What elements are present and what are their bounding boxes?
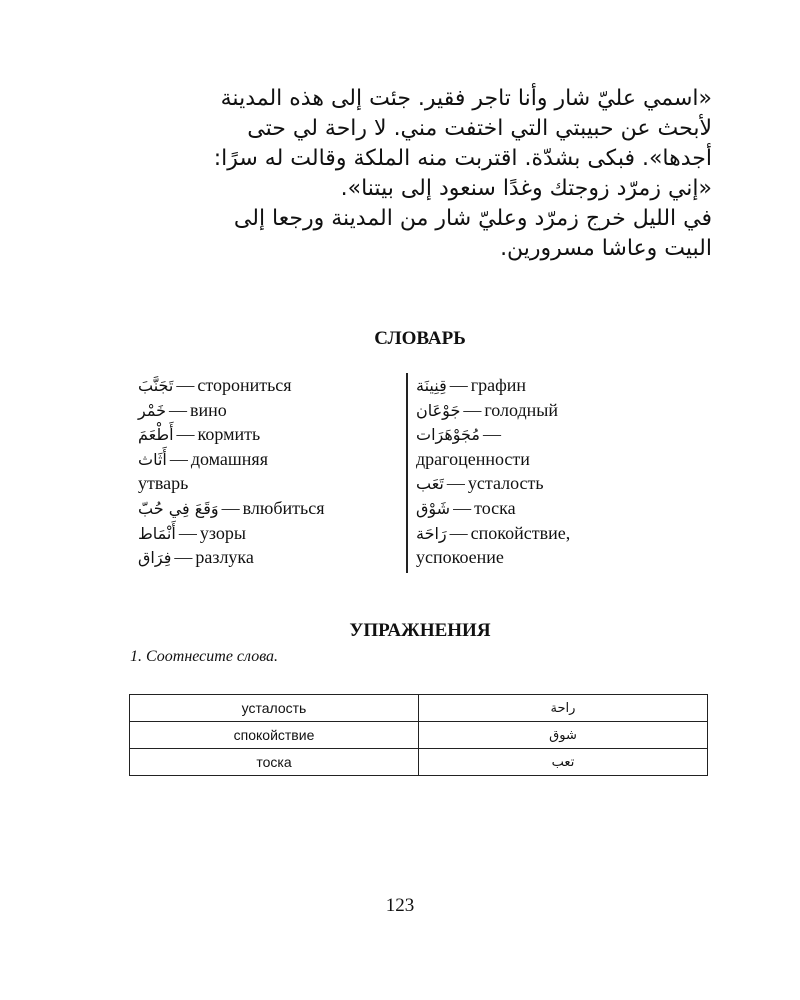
vocab-entry: خَمْر — вино [138, 399, 227, 420]
vocab-entry: مُجَوْهَرَات — [416, 424, 501, 445]
arabic-line: لأبحث عن حبيبتي التي اختفت مني. لا راحة لي حتى [247, 116, 712, 141]
vocabulary-title: СЛОВАРЬ [374, 328, 466, 349]
vocabulary-left-column [138, 373, 404, 570]
vocab-entry: جَوْعَان — голодный [416, 399, 559, 420]
table-row [130, 722, 708, 749]
arabic-line: أجدها». فبكى بشدّة. اقتربت منه الملكة وقالت له سرًا: [213, 146, 712, 171]
arabic-passage [128, 84, 712, 264]
arabic-line: البيت وعاشا مسرورين. [500, 236, 712, 261]
vocab-entry: قِنِينَة — графин [416, 375, 527, 395]
table-cell-russian: усталость [130, 695, 419, 722]
table-cell-arabic: راحة [419, 695, 708, 722]
vocab-entry: تَجَنَّبَ — сторониться [138, 375, 292, 395]
table-row [130, 695, 708, 722]
exercises-title: УПРАЖНЕНИЯ [349, 620, 491, 641]
arabic-line: في الليل خرج زمرّد وعليّ شار من المدينة ورجعا إلى [233, 206, 712, 231]
vocab-entry: رَاحَة — спокойствие, [416, 522, 571, 543]
exercise-instruction: 1. Соотнесите слова. [130, 648, 279, 665]
vocab-entry: أَثَاث — домашняя [138, 448, 268, 469]
arabic-line: «إني زمرّد زوجتك وغدًا سنعود إلى بيتنا». [340, 176, 712, 201]
vocab-entry: فِرَاق — разлука [138, 547, 254, 568]
vocab-entry: أَطْعَمَ — кормить [138, 424, 261, 445]
column-divider [406, 373, 408, 573]
table-cell-russian: тоска [130, 749, 419, 776]
vocab-entry-continued: драгоценности [416, 448, 530, 469]
vocab-entry: أَنْمَاط — узоры [138, 522, 246, 543]
vocab-entry: وَقَعَ فِي حُبّ — влюбиться [138, 497, 325, 518]
table-cell-arabic: شوق [419, 722, 708, 749]
vocabulary-list [138, 373, 658, 573]
table-cell-russian: спокойствие [130, 722, 419, 749]
table-row [130, 749, 708, 776]
page-number: 123 [385, 895, 415, 916]
vocab-entry: شَوْق — тоска [416, 497, 516, 518]
vocab-entry: تَعَب — усталость [416, 473, 544, 494]
vocabulary-right-column [416, 373, 656, 570]
arabic-line: «اسمي عليّ شار وأنا تاجر فقير. جئت إلى هذه المدينة [220, 86, 712, 111]
table-cell-arabic: تعب [419, 749, 708, 776]
matching-table [129, 694, 708, 776]
vocab-entry-continued: успокоение [416, 547, 504, 568]
vocab-entry-continued: утварь [138, 473, 189, 494]
